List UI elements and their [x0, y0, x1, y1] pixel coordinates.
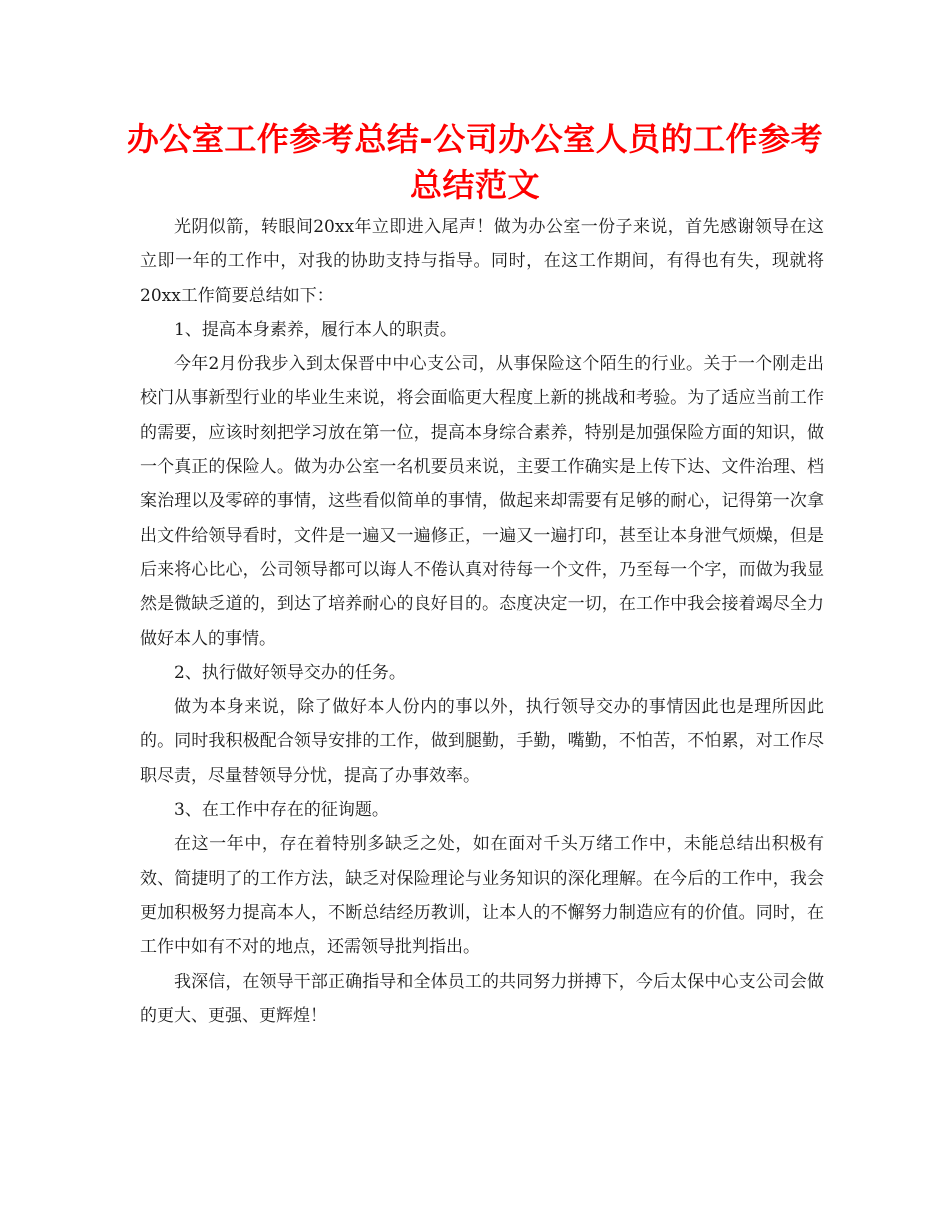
paragraph-section-3: 在这一年中，存在着特别多缺乏之处，如在面对千头万绪工作中，未能总结出积极有效、简捷明了的工作方法，缺乏对保险理论与业务知识的深化理解。在今后的工作中，我会更加积极努力提高本人，不断总结经历教训，让本人的不懈努力制造应有的价值。同时，在工作中如有不对的地点，还需领导批判指出。: [140, 834, 824, 958]
section-heading-3: 3、在工作中存在的征询题。: [174, 800, 389, 821]
section-heading-1: 1、提高本身素养，履行本人的职责。: [174, 319, 457, 340]
paragraph-closing: 我深信，在领导干部正确指导和全体员工的共同努力拼搏下，今后太保中心支公司会做的更大、更强、更辉煌！: [140, 971, 824, 1026]
paragraph-section-1: 今年2月份我步入到太保晋中中心支公司，从事保险这个陌生的行业。关于一个刚走出校门从事新型行业的毕业生来说，将会面临更大程度上新的挑战和考验。为了适应当前工作的需要，应该时刻把学习放在第一位，提高本身综合素养，特别是加强保险方面的知识，做一个真正的保险人。做为办公室一名机要员来说，主要工作确实是上传下达、文件治理、档案治理以及零碎的事情，这些看似简单的事情，做起来却需要有足够的耐心，记得第一次拿出文件给领导看时，文件是一遍又一遍修正，一遍又一遍打印，甚至让本身泄气烦燥，但是后来将心比心，公司领导都可以诲人不倦认真对待每一个文件，乃至每一个字，而做为我显然是微缺乏道的，到达了培养耐心的良好目的。态度决定一切，在工作中我会接着竭尽全力做好本人的事情。: [140, 354, 824, 649]
document-body: [140, 210, 824, 1033]
document-title: 办公室工作参考总结-公司办公室人员的工作参考总结范文: [126, 120, 824, 204]
paragraph-intro: 光阴似箭，转眼间20xx年立即进入尾声！做为办公室一份子来说，首先感谢领导在这立即一年的工作中，对我的协助支持与指导。同时，在这工作期间，有得也有失，现就将20xx工作简要总结如下：: [140, 217, 824, 306]
section-heading-2: 2、执行做好领导交办的任务。: [174, 662, 406, 683]
paragraph-section-2: 做为本身来说，除了做好本人份内的事以外，执行领导交办的事情因此也是理所因此的。同时我积极配合领导安排的工作，做到腿勤，手勤，嘴勤，不怕苦，不怕累，对工作尽职尽责，尽量替领导分忧，提高了办事效率。: [140, 697, 824, 786]
